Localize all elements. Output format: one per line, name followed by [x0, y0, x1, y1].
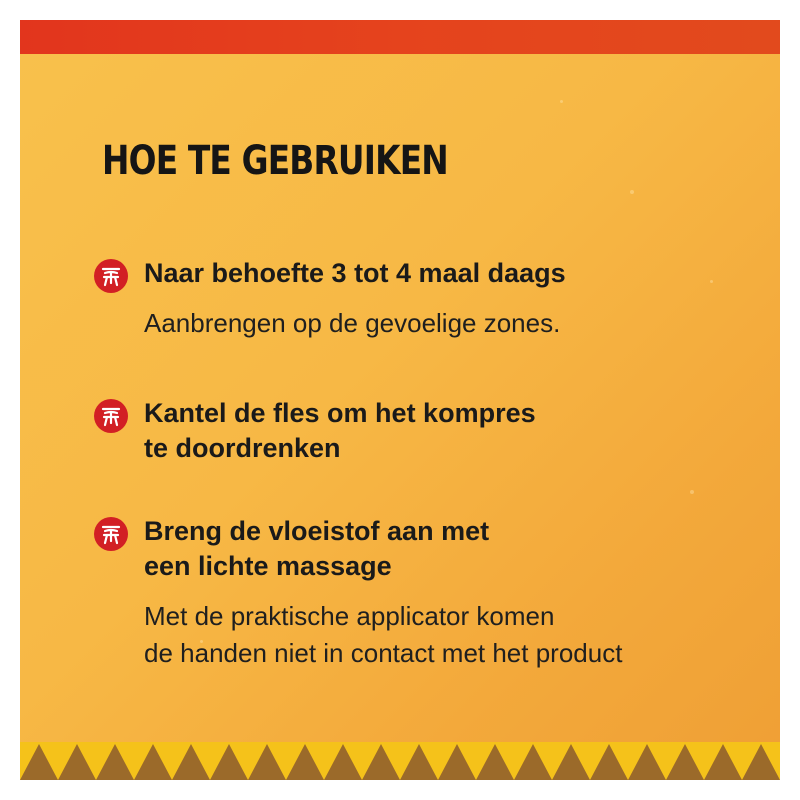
tiger-logo-icon [94, 399, 128, 433]
tiger-logo-icon [94, 517, 128, 551]
instruction-item [94, 256, 734, 342]
item-description-line: Met de praktische applicator komen [144, 601, 555, 631]
tiger-logo-icon [94, 259, 128, 293]
texture-speck [630, 190, 634, 194]
texture-speck [690, 490, 694, 494]
top-red-band [20, 20, 780, 54]
item-heading-line: Kantel de fles om het kompres [144, 398, 536, 428]
item-heading-line: een lichte massage [144, 551, 392, 581]
page-title: HOE TE GEBRUIKEN [102, 138, 448, 184]
texture-speck [560, 100, 563, 103]
how-to-use-panel [20, 20, 780, 780]
item-description-line: Aanbrengen op de gevoelige zones. [144, 308, 561, 338]
instruction-item [94, 514, 734, 672]
item-heading-line: Naar behoefte 3 tot 4 maal daags [144, 258, 566, 288]
item-heading-line: Breng de vloeistof aan met [144, 516, 490, 546]
instruction-item [94, 396, 734, 466]
item-description-line: de handen niet in contact met het product [144, 638, 623, 668]
zigzag-border [20, 742, 780, 780]
item-heading-line: te doordrenken [144, 433, 341, 463]
